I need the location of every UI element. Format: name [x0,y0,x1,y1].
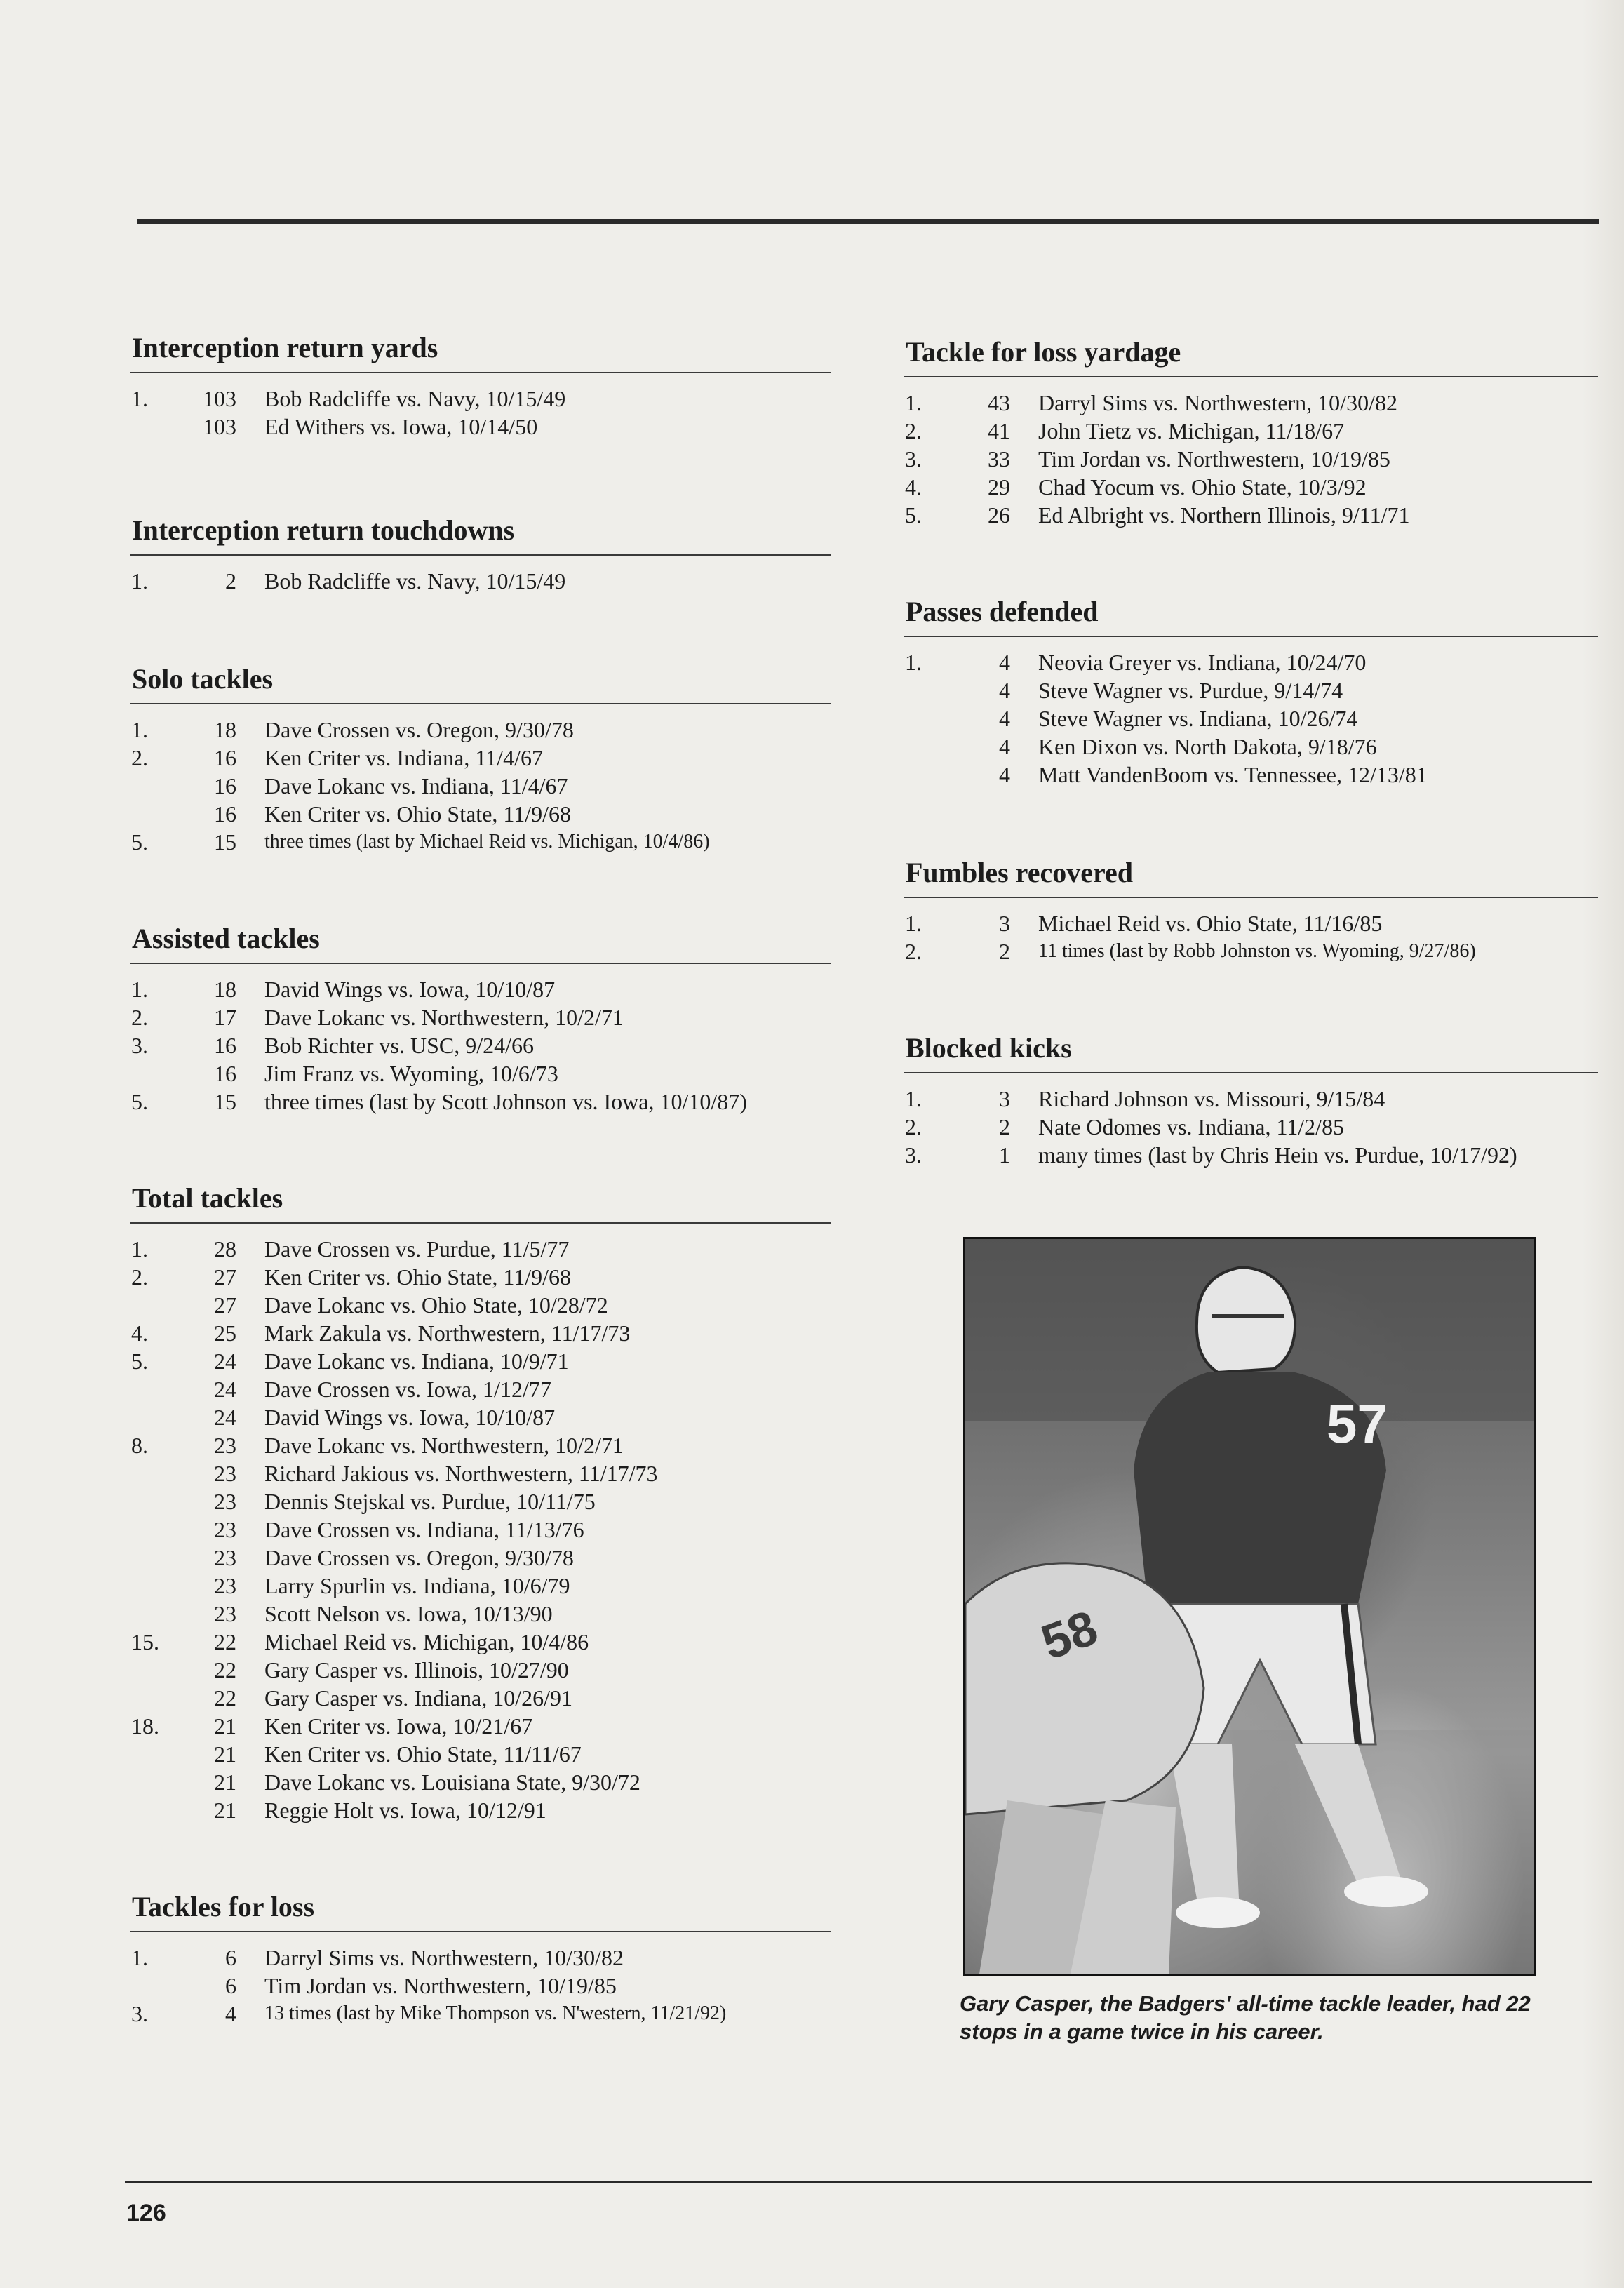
record-detail: Neovia Greyer vs. Indiana, 10/24/70 [1038,650,1367,675]
section-rule [130,1931,831,1932]
record-row [130,1347,831,1375]
record-value: 17 [214,1005,236,1030]
record-row [130,1487,831,1516]
photo-illustration [965,1239,1534,1974]
record-detail: Bob Richter vs. USC, 9/24/66 [264,1033,535,1058]
record-value: 6 [225,1973,236,1998]
record-rank: 5. [131,1349,148,1374]
record-detail: Darryl Sims vs. Northwestern, 10/30/82 [264,1945,624,1970]
record-list [130,1235,831,1824]
record-value: 21 [214,1769,236,1795]
record-row [130,1516,831,1544]
record-detail: Bob Radcliffe vs. Navy, 10/15/49 [264,568,566,594]
record-row [130,1628,831,1656]
record-value: 24 [214,1405,236,1430]
record-row [130,413,831,441]
record-value: 22 [214,1685,236,1711]
record-rank: 2. [905,418,922,443]
record-row [130,1088,831,1116]
record-row [904,501,1598,529]
record-row [904,732,1598,761]
section-rule [904,1072,1598,1073]
section-title: Tackle for loss yardage [906,336,1181,368]
section-solo-tackles [130,661,831,856]
record-rank: 1. [905,390,922,415]
photo-caption: Gary Casper, the Badgers' all-time tackle leader, had 22 stops in a game twice in his career. [960,1991,1531,2044]
record-detail: many times (last by Chris Hein vs. Purdue, 10/17/92) [1038,1142,1517,1168]
record-value: 4 [225,2001,236,2026]
record-list [904,389,1598,529]
section-title: Interception return yards [132,332,438,363]
record-row [130,1263,831,1291]
record-value: 103 [203,414,236,439]
record-value: 18 [214,717,236,742]
record-detail: Ken Dixon vs. North Dakota, 9/18/76 [1038,734,1377,759]
record-row [130,1003,831,1031]
section-fumbles-recovered [904,855,1598,965]
record-value: 103 [203,386,236,411]
record-rank [130,800,187,828]
record-row [130,1572,831,1600]
record-value: 4 [999,762,1010,787]
record-rank [130,772,187,800]
record-detail: Michael Reid vs. Michigan, 10/4/86 [264,1629,589,1654]
record-rank: 1. [131,568,148,594]
record-rank [130,1972,187,2000]
record-row [130,1656,831,1684]
record-rank: 2. [131,745,148,770]
record-rank: 3. [905,1142,922,1168]
section-title: Interception return touchdowns [132,514,515,546]
record-rank [130,1291,187,1319]
record-rank: 3. [131,1033,148,1058]
record-value: 25 [214,1320,236,1346]
record-rank [904,732,961,761]
section-title: Tackles for loss [132,1891,315,1922]
record-rank: 1. [905,650,922,675]
record-rank [130,1459,187,1487]
record-value: 24 [214,1349,236,1374]
record-row [130,1972,831,2000]
section-rule [130,963,831,964]
record-list [904,648,1598,789]
record-row [904,761,1598,789]
record-value: 15 [214,829,236,855]
record-value: 43 [988,390,1010,415]
record-detail: Dave Lokanc vs. Louisiana State, 9/30/72 [264,1769,640,1795]
record-row [130,1796,831,1824]
record-detail: Dave Lokanc vs. Northwestern, 10/2/71 [264,1005,624,1030]
record-row [904,417,1598,445]
record-list [904,1085,1598,1169]
record-detail: Dave Crossen vs. Iowa, 1/12/77 [264,1377,551,1402]
record-detail: Scott Nelson vs. Iowa, 10/13/90 [264,1601,553,1626]
record-row [130,1059,831,1088]
record-value: 21 [214,1798,236,1823]
footer-rule [125,2181,1592,2183]
record-rank [130,1544,187,1572]
record-detail: Ed Albright vs. Northern Illinois, 9/11/71 [1038,502,1410,528]
record-detail: Richard Johnson vs. Missouri, 9/15/84 [1038,1086,1385,1111]
record-detail: Dennis Stejskal vs. Purdue, 10/11/75 [264,1489,596,1514]
section-rule [904,636,1598,637]
record-rank [130,1740,187,1768]
record-detail: Richard Jakious vs. Northwestern, 11/17/73 [264,1461,658,1486]
record-detail: Jim Franz vs. Wyoming, 10/6/73 [264,1061,558,1086]
record-value: 33 [988,446,1010,471]
record-detail: three times (last by Scott Johnson vs. Iowa, 10/10/87) [264,1089,747,1114]
record-value: 23 [214,1601,236,1626]
record-row [130,1291,831,1319]
record-row [130,828,831,856]
record-row [130,1712,831,1740]
record-rank: 4. [131,1320,148,1346]
record-row [130,1600,831,1628]
record-row [904,1085,1598,1113]
record-rank [130,1656,187,1684]
record-value: 2 [999,1114,1010,1139]
jersey-number: 57 [1327,1393,1388,1454]
record-detail: Larry Spurlin vs. Indiana, 10/6/79 [264,1573,570,1598]
record-list [130,1944,831,2028]
record-detail: Mark Zakula vs. Northwestern, 11/17/73 [264,1320,631,1346]
record-rank [130,1403,187,1431]
record-detail: 11 times (last by Robb Johnston vs. Wyoming, 9/27/86) [1038,940,1476,962]
record-detail: John Tietz vs. Michigan, 11/18/67 [1038,418,1345,443]
record-row [130,1459,831,1487]
record-detail: Ken Criter vs. Ohio State, 11/9/68 [264,801,571,827]
record-rank: 2. [131,1264,148,1290]
record-value: 15 [214,1089,236,1114]
section-rule [130,554,831,556]
record-value: 29 [988,474,1010,500]
section-title: Blocked kicks [906,1032,1072,1064]
record-row [904,648,1598,676]
record-rank [130,1768,187,1796]
record-rank: 1. [131,717,148,742]
record-rank: 8. [131,1433,148,1458]
record-detail: Dave Crossen vs. Purdue, 11/5/77 [264,1236,570,1262]
record-row [904,1141,1598,1169]
record-value: 16 [214,773,236,798]
record-row [130,1684,831,1712]
record-value: 2 [999,939,1010,964]
record-detail: Dave Crossen vs. Oregon, 9/30/78 [264,1545,574,1570]
record-detail: Bob Radcliffe vs. Navy, 10/15/49 [264,386,566,411]
section-rule [130,1222,831,1224]
record-rank [130,1375,187,1403]
record-detail: Ken Criter vs. Iowa, 10/21/67 [264,1713,533,1739]
record-rank [130,1059,187,1088]
record-rank [130,1600,187,1628]
record-detail: Ken Criter vs. Indiana, 11/4/67 [264,745,543,770]
record-value: 23 [214,1545,236,1570]
record-detail: Ken Criter vs. Ohio State, 11/11/67 [264,1741,582,1767]
record-value: 23 [214,1573,236,1598]
record-value: 21 [214,1741,236,1767]
section-interception-return-yards [130,330,831,441]
record-rank [904,761,961,789]
record-value: 1 [999,1142,1010,1168]
record-row [130,1944,831,1972]
record-value: 23 [214,1489,236,1514]
record-value: 16 [214,745,236,770]
record-value: 23 [214,1517,236,1542]
record-value: 4 [999,678,1010,703]
record-value: 22 [214,1657,236,1682]
record-list [904,909,1598,965]
record-list [130,567,831,595]
record-value: 41 [988,418,1010,443]
record-row [130,384,831,413]
record-value: 4 [999,706,1010,731]
record-row [130,2000,831,2028]
record-detail: Dave Lokanc vs. Indiana, 10/9/71 [264,1349,569,1374]
record-row [130,1319,831,1347]
record-row [130,1544,831,1572]
record-value: 3 [999,911,1010,936]
record-rank [904,676,961,704]
record-row [130,1740,831,1768]
record-detail: Reggie Holt vs. Iowa, 10/12/91 [264,1798,546,1823]
record-rank [130,1487,187,1516]
record-detail: Dave Crossen vs. Oregon, 9/30/78 [264,717,574,742]
section-rule [130,372,831,373]
record-row [904,704,1598,732]
record-detail: Nate Odomes vs. Indiana, 11/2/85 [1038,1114,1345,1139]
record-value: 6 [225,1945,236,1970]
record-value: 27 [214,1292,236,1318]
record-row [130,1375,831,1403]
record-detail: Dave Lokanc vs. Indiana, 11/4/67 [264,773,568,798]
record-row [130,800,831,828]
section-title: Assisted tackles [132,923,320,954]
section-assisted-tackles [130,921,831,1116]
record-list [130,716,831,856]
record-list [130,975,831,1116]
record-rank: 3. [905,446,922,471]
record-rank [130,1572,187,1600]
record-value: 16 [214,1061,236,1086]
record-row [130,744,831,772]
record-detail: Dave Lokanc vs. Ohio State, 10/28/72 [264,1292,608,1318]
record-value: 3 [999,1086,1010,1111]
record-rank: 5. [131,1089,148,1114]
record-value: 4 [999,734,1010,759]
section-title: Total tackles [132,1182,283,1214]
section-tackles-for-loss [130,1889,831,2028]
section-total-tackles [130,1180,831,1824]
record-value: 16 [214,801,236,827]
record-rank: 2. [131,1005,148,1030]
record-detail: Gary Casper vs. Indiana, 10/26/91 [264,1685,573,1711]
record-value: 18 [214,977,236,1002]
record-rank: 5. [905,502,922,528]
record-value: 27 [214,1264,236,1290]
section-passes-defended [904,594,1598,789]
record-value: 16 [214,1033,236,1058]
section-title: Fumbles recovered [906,857,1134,888]
record-rank: 1. [131,386,148,411]
record-rank: 1. [131,977,148,1002]
record-rank: 2. [905,1114,922,1139]
record-value: 4 [999,650,1010,675]
record-detail: Ken Criter vs. Ohio State, 11/9/68 [264,1264,571,1290]
record-row [904,1113,1598,1141]
record-detail: Ed Withers vs. Iowa, 10/14/50 [264,414,538,439]
record-detail: Michael Reid vs. Ohio State, 11/16/85 [1038,911,1383,936]
record-row [904,473,1598,501]
record-row [130,716,831,744]
section-interception-return-touchdowns [130,512,831,595]
record-detail: Tim Jordan vs. Northwestern, 10/19/85 [1038,446,1390,471]
record-rank [904,704,961,732]
section-rule [130,703,831,704]
record-row [904,909,1598,937]
section-rule [904,376,1598,377]
record-rank: 18. [131,1713,159,1739]
record-rank: 1. [131,1945,148,1970]
record-rank [130,1684,187,1712]
record-value: 2 [225,568,236,594]
record-row [130,1403,831,1431]
record-detail: Darryl Sims vs. Northwestern, 10/30/82 [1038,390,1397,415]
record-row [904,676,1598,704]
record-rank: 5. [131,829,148,855]
record-row [904,937,1598,965]
record-detail: Steve Wagner vs. Purdue, 9/14/74 [1038,678,1343,703]
record-value: 23 [214,1433,236,1458]
record-value: 23 [214,1461,236,1486]
record-rank [130,413,187,441]
record-detail: David Wings vs. Iowa, 10/10/87 [264,1405,556,1430]
record-rank [130,1796,187,1824]
header-rule [137,219,1599,224]
record-rank: 3. [131,2001,148,2026]
record-rank: 15. [131,1629,159,1654]
record-row [130,1768,831,1796]
record-detail: Matt VandenBoom vs. Tennessee, 12/13/81 [1038,762,1428,787]
record-row [130,567,831,595]
record-row [130,1431,831,1459]
record-rank: 2. [905,939,922,964]
record-row [904,389,1598,417]
player-photo [963,1237,1536,1976]
section-title: Solo tackles [132,663,274,695]
record-detail: three times (last by Michael Reid vs. Michigan, 10/4/86) [264,831,710,852]
record-rank [130,1516,187,1544]
record-detail: David Wings vs. Iowa, 10/10/87 [264,977,556,1002]
section-tackle-for-loss-yardage [904,334,1598,529]
record-detail: Chad Yocum vs. Ohio State, 10/3/92 [1038,474,1367,500]
record-detail: 13 times (last by Mike Thompson vs. N'western, 11/21/92) [264,2002,727,2024]
record-detail: Gary Casper vs. Illinois, 10/27/90 [264,1657,569,1682]
record-rank: 1. [905,1086,922,1111]
record-value: 21 [214,1713,236,1739]
record-value: 26 [988,502,1010,528]
record-row [130,1031,831,1059]
record-detail: Dave Crossen vs. Indiana, 11/13/76 [264,1517,584,1542]
record-detail: Dave Lokanc vs. Northwestern, 10/2/71 [264,1433,624,1458]
section-title: Passes defended [906,596,1099,627]
record-list [130,384,831,441]
record-detail: Tim Jordan vs. Northwestern, 10/19/85 [264,1973,617,1998]
record-rank: 1. [905,911,922,936]
section-rule [904,897,1598,898]
record-row [130,772,831,800]
page-number: 126 [126,2200,166,2226]
record-detail: Steve Wagner vs. Indiana, 10/26/74 [1038,706,1358,731]
record-rank: 4. [905,474,922,500]
record-row [130,1235,831,1263]
svg-text:58: 58 [1034,1600,1105,1671]
record-row [130,975,831,1003]
record-value: 28 [214,1236,236,1262]
record-value: 22 [214,1629,236,1654]
record-value: 24 [214,1377,236,1402]
section-blocked-kicks [904,1030,1598,1169]
record-row [904,445,1598,473]
record-rank: 1. [131,1236,148,1262]
